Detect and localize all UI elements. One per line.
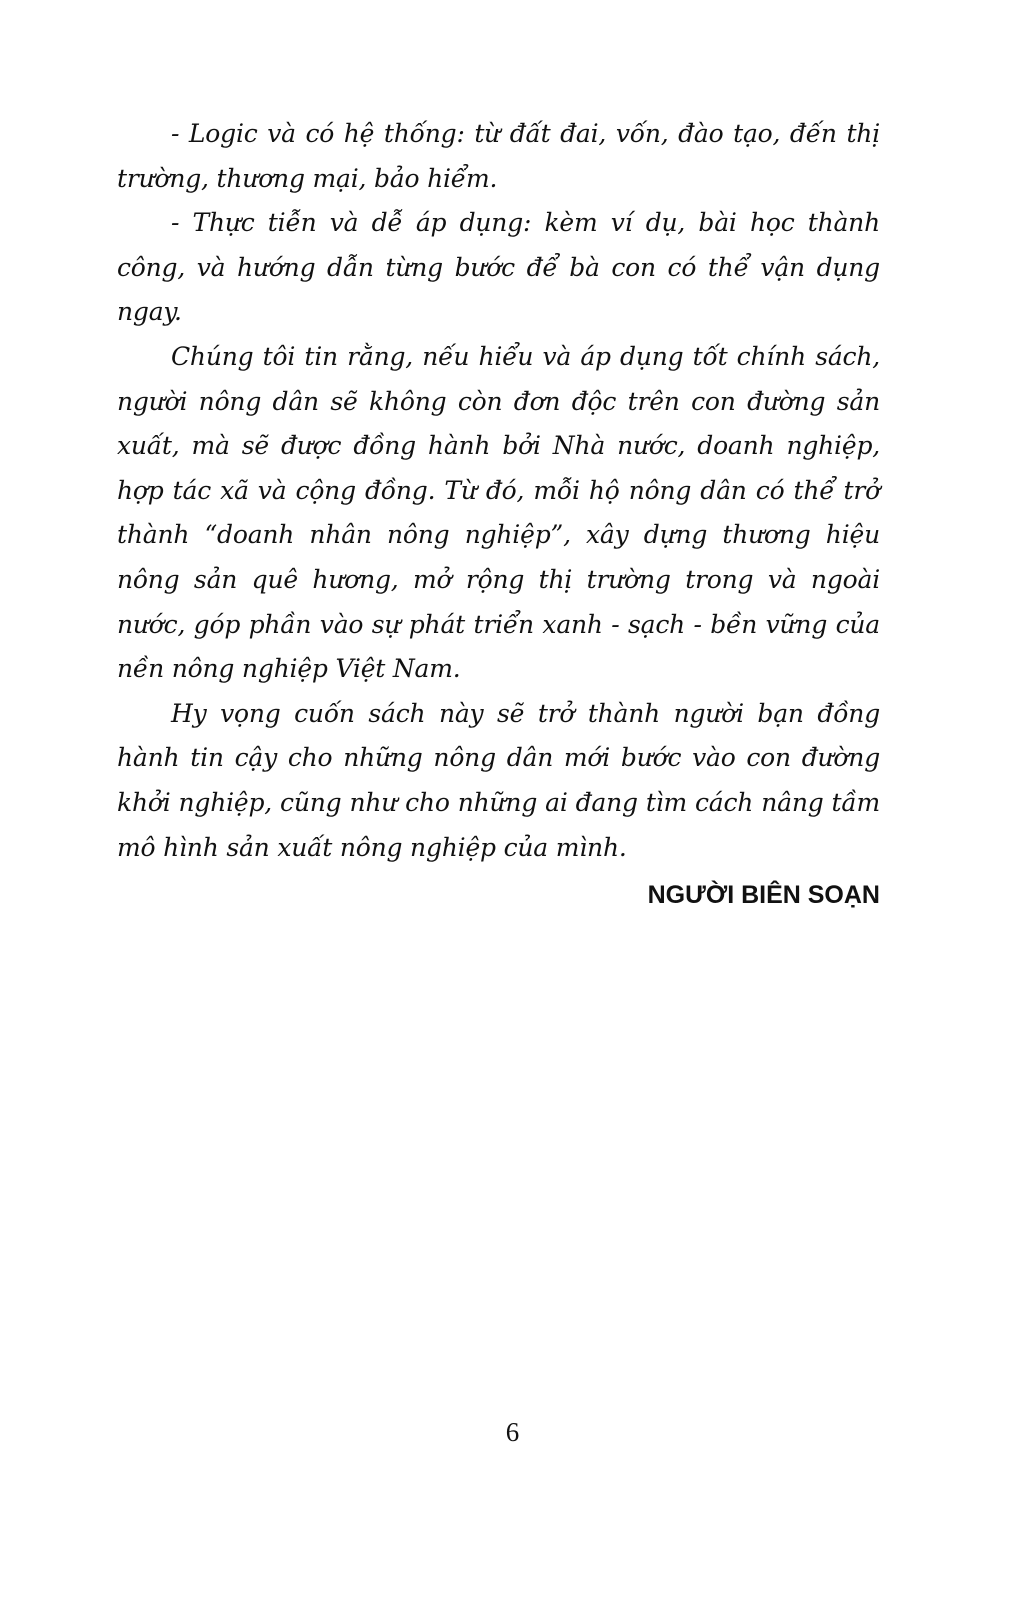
- paragraph-belief: Chúng tôi tin rằng, nếu hiểu và áp dụng tốt chính sách, người nông dân sẽ không còn đơn độc trên con đường sản xuất, mà sẽ được đồng hành bởi Nhà nước, doanh nghiệp, hợp tác xã và cộng đồng. Từ đó, mỗi hộ nông dân có thể trở thành “doanh nhân nông nghiệp”, xây dựng thương hiệu nông sản quê hương, mở rộng thị trường trong và ngoài nước, góp phần vào sự phát triển xanh - sạch - bền vững của nền nông nghiệp Việt Nam.: [117, 341, 880, 684]
- paragraph-logic: - Logic và có hệ thống: từ đất đai, vốn, đào tạo, đến thị trường, thương mại, bảo hiểm.: [117, 119, 880, 193]
- page-number: 6: [505, 1417, 520, 1447]
- paragraph-hope: Hy vọng cuốn sách này sẽ trở thành người bạn đồng hành tin cậy cho những nông dân mới bước vào con đường khởi nghiệp, cũng như cho những ai đang tìm cách nâng tầm mô hình sản xuất nông nghiệp của mình.: [117, 698, 880, 862]
- page-body: [117, 112, 880, 917]
- paragraph-practical: - Thực tiễn và dễ áp dụng: kèm ví dụ, bài học thành công, và hướng dẫn từng bước để bà con có thể vận dụng ngay.: [117, 208, 880, 327]
- author-signature: NGƯỜI BIÊN SOẠN: [647, 881, 880, 910]
